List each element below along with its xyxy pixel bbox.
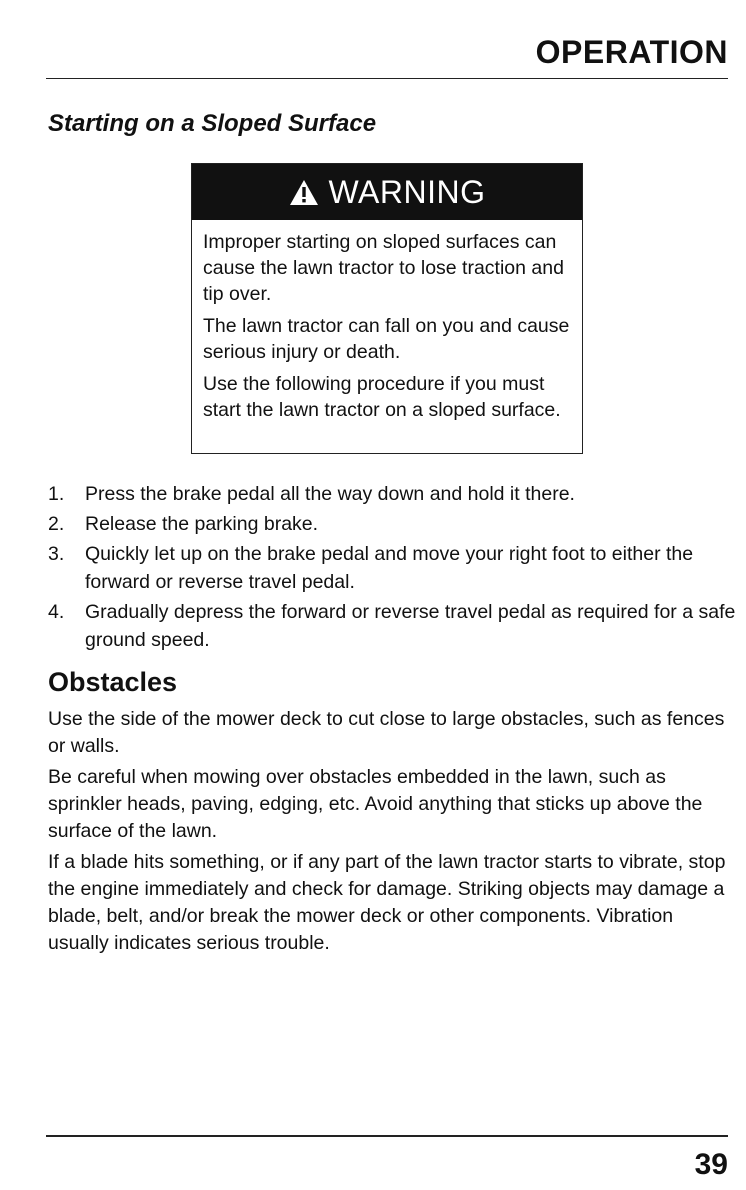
warning-paragraph: Use the following procedure if you must start the lawn tractor on a sloped surface.	[203, 373, 561, 421]
section-title: Starting on a Sloped Surface	[48, 110, 377, 137]
procedure-steps	[48, 480, 738, 656]
step-text: Release the parking brake.	[85, 513, 319, 535]
obstacles-heading: Obstacles	[48, 667, 178, 697]
step-number: 4.	[48, 601, 65, 623]
step-item	[48, 540, 738, 596]
header-divider	[46, 78, 728, 79]
footer-divider	[46, 1135, 728, 1137]
warning-header	[192, 164, 582, 220]
step-text: Gradually depress the forward or reverse travel pedal as required for a safe ground speed.	[85, 601, 736, 651]
warning-paragraph: The lawn tractor can fall on you and cause serious injury or death.	[203, 315, 570, 363]
warning-box	[191, 163, 583, 454]
obstacles-body	[48, 706, 738, 961]
warning-heading: WARNING	[328, 173, 486, 210]
warning-body	[192, 220, 582, 423]
obstacles-paragraph: Use the side of the mower deck to cut close to large obstacles, such as fences or walls.	[48, 708, 725, 757]
step-text: Press the brake pedal all the way down and hold it there.	[85, 483, 575, 505]
obstacles-paragraph: If a blade hits something, or if any part of the lawn tractor starts to vibrate, stop the engine immediately and check for damage. Striking objects may damage a blade, belt, and/or break the mower deck or other components. Vibration usually indicates serious trouble.	[48, 851, 726, 954]
warning-triangle-icon	[289, 179, 319, 206]
obstacles-paragraph: Be careful when mowing over obstacles embedded in the lawn, such as sprinkler heads, paving, edging, etc. Avoid anything that sticks up above the surface of the lawn.	[48, 766, 703, 842]
step-number: 1.	[48, 483, 65, 505]
step-item	[48, 480, 738, 508]
step-item	[48, 598, 738, 654]
step-item	[48, 510, 738, 538]
step-text: Quickly let up on the brake pedal and move your right foot to either the forward or reverse travel pedal.	[85, 543, 694, 593]
warning-paragraph: Improper starting on sloped surfaces can cause the lawn tractor to lose traction and tip over.	[203, 231, 564, 305]
page-header-title: OPERATION	[535, 34, 728, 70]
step-number: 3.	[48, 543, 65, 565]
step-number: 2.	[48, 513, 65, 535]
page-number: 39	[694, 1148, 728, 1181]
